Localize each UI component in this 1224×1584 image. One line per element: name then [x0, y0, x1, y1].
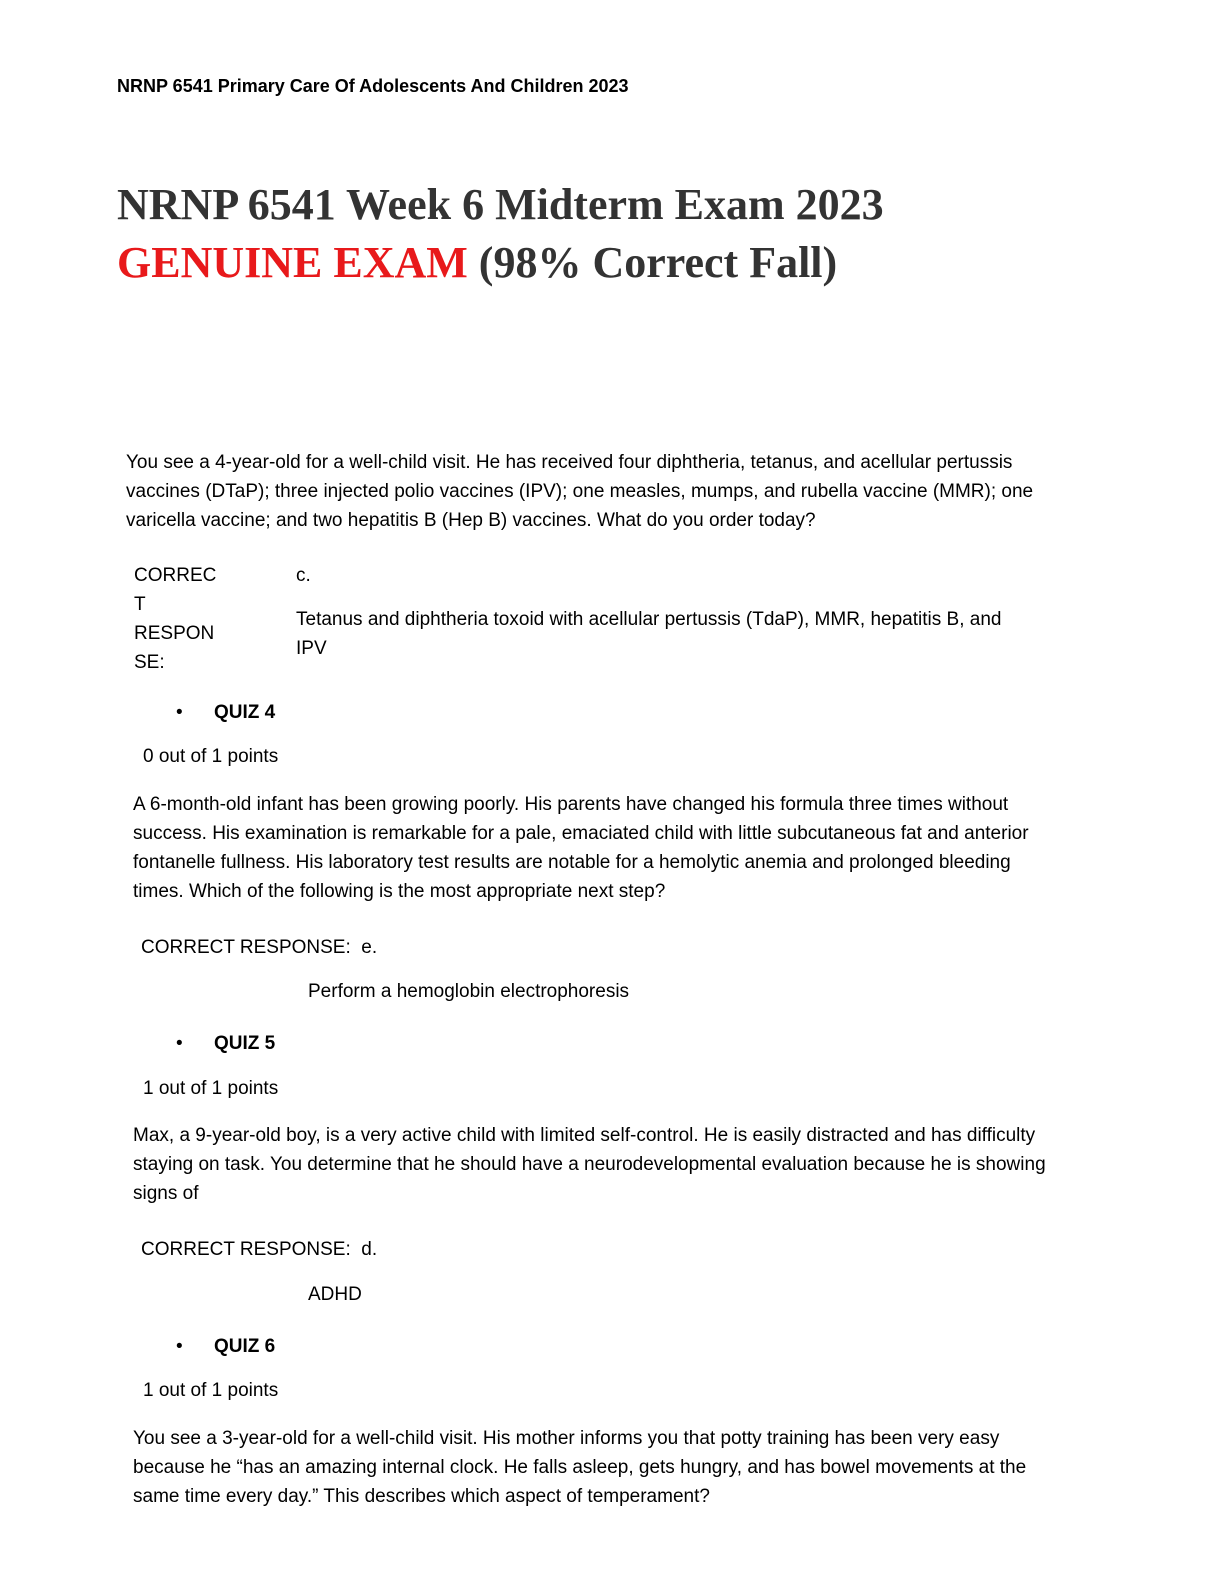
quiz-5-label: QUIZ 5 — [214, 1033, 276, 1054]
quiz-4-answer: Perform a hemoglobin electrophoresis — [308, 981, 630, 1002]
quiz-6-heading — [176, 1332, 275, 1361]
document-title — [117, 176, 1117, 292]
title-accent: GENUINE EXAM — [117, 238, 468, 287]
quiz-5-heading — [176, 1029, 275, 1058]
quiz-5-correct-response: CORRECT RESPONSE: d. — [141, 1239, 378, 1260]
title-rest: (98% Correct Fall) — [467, 238, 838, 287]
quiz-4-label: QUIZ 4 — [214, 702, 276, 723]
response-text: Tetanus and diphtheria toxoid with acellular pertussis (TdaP), MMR, hepatitis B, and IPV — [296, 609, 1002, 659]
quiz-6-label: QUIZ 6 — [214, 1336, 276, 1357]
bullet-icon: • — [176, 702, 183, 723]
title-line-2 — [117, 234, 1117, 292]
correct-response-label: CORREC T RESPON SE: — [134, 565, 217, 673]
running-header: NRNP 6541 Primary Care Of Adolescents And Children 2023 — [117, 76, 629, 96]
quiz-4-question: A 6-month-old infant has been growing poorly. His parents have changed his formula three times without success. His examination is remarkable for a pale, emaciated child with little subcutaneous fat and anterior fontanelle fullness. His laboratory test results are notable for a hemolytic anemia and prolonged bleeding times. Which of the following is the most appropriate next step? — [133, 794, 1029, 902]
quiz-5-answer: ADHD — [308, 1284, 362, 1305]
quiz-6-question: You see a 3-year-old for a well-child visit. His mother informs you that potty training has been very easy because he “has an amazing internal clock. He falls asleep, gets hungry, and has bowel movements at the same time every day.” This describes which aspect of temperament? — [133, 1428, 1027, 1507]
bullet-icon: • — [176, 1336, 183, 1357]
title-line-1: NRNP 6541 Week 6 Midterm Exam 2023 — [117, 180, 884, 229]
response-letter: c. — [296, 565, 311, 586]
quiz-4-points: 0 out of 1 points — [143, 746, 279, 767]
quiz-4-heading — [176, 698, 275, 727]
quiz-5-question: Max, a 9-year-old boy, is a very active child with limited self-control. He is easily distracted and has difficulty staying on task. You determine that he should have a neurodevelopmental evaluation because he is showing signs of — [133, 1125, 1046, 1204]
quiz-4-correct-response: CORRECT RESPONSE: e. — [141, 937, 378, 958]
bullet-icon: • — [176, 1033, 183, 1054]
quiz-5-points: 1 out of 1 points — [143, 1078, 279, 1099]
quiz-6-points: 1 out of 1 points — [143, 1380, 279, 1401]
question-1-text: You see a 4-year-old for a well-child visit. He has received four diphtheria, tetanus, and acellular pertussis vaccines (DTaP); three injected polio vaccines (IPV); one measles, mumps, and rubella vaccine (MMR); one varicella vaccine; and two hepatitis B (Hep B) vaccines. What do you order today? — [126, 452, 1034, 531]
